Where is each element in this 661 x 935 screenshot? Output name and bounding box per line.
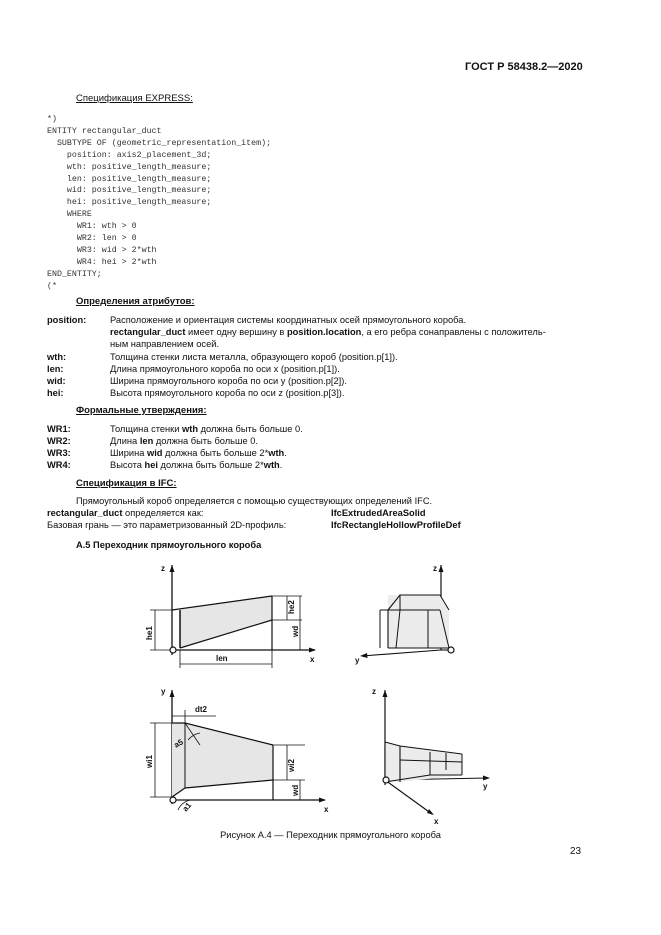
ifc-intro: Прямоугольный короб определяется с помощью существующих определений IFC. (76, 496, 433, 506)
label-wi2: wi2 (287, 759, 296, 772)
ifc-line-2: Базовая грань — это параметризованный 2D-профиль: (47, 520, 287, 530)
label-he1: he1 (145, 626, 154, 640)
express-code: *) ENTITY rectangular_duct SUBTYPE OF (geometric_representation_item); position: axis2_placement_3d; wth: positive_length_measure; len: positive_length_measure; wid: positive_length_measure; hei: positive_length_measure; WHERE WR1: wth > 0 WR2: len > 0 WR3: wid > 2*wth WR4: hei > 2*wth END_ENTITY; (* (47, 115, 272, 291)
ifc-value-2: IfcRectangleHollowProfileDef (331, 520, 461, 530)
formal-title: Формальные утверждения: (76, 405, 207, 416)
ifc-line-1: rectangular_duct определяется как: (47, 508, 204, 518)
label-wi1: wi1 (145, 755, 154, 768)
ifc-title: Спецификация в IFC: (76, 478, 177, 489)
express-title: Спецификация EXPRESS: (76, 93, 193, 104)
document-header: ГОСТ Р 58438.2—2020 (465, 61, 583, 73)
label-x-1: x (310, 655, 315, 664)
label-len: len (216, 654, 228, 663)
isometric-diagram-1 (360, 565, 454, 658)
label-y-2: y (161, 687, 166, 696)
page-number: 23 (570, 846, 582, 857)
section-title: А.5 Переходник прямоугольного короба (76, 540, 262, 550)
label-a5: a5 (172, 737, 185, 750)
attribute-key: position: (47, 315, 87, 325)
label-a1: a1 (180, 800, 194, 814)
label-y-1: y (355, 656, 360, 665)
label-z-3: z (372, 687, 376, 696)
label-y-3: y (483, 782, 488, 791)
label-dt2: dt2 (195, 705, 207, 714)
ifc-value-1: IfcExtrudedAreaSolid (331, 508, 426, 518)
isometric-diagram-2 (383, 690, 491, 815)
label-x-3: x (434, 817, 439, 826)
label-z-1: z (161, 564, 165, 573)
side-view-diagram (150, 565, 316, 668)
attribute-description: Расположение и ориентация системы координатных осей прямоугольного короба. rectangular_duct имеет одну вершину в position.location, а его ребра сонаправлены с положитель- ным направлением осей. (110, 315, 546, 349)
label-x-2: x (324, 805, 329, 814)
label-wd-2: wd (291, 784, 300, 796)
label-wd: wd (291, 625, 300, 637)
label-z-2: z (433, 564, 437, 573)
attributes-title: Определения атрибутов: (76, 296, 195, 307)
figure-caption: Рисунок А.4 — Переходник прямоугольного короба (220, 830, 441, 840)
label-he2: he2 (287, 600, 296, 614)
